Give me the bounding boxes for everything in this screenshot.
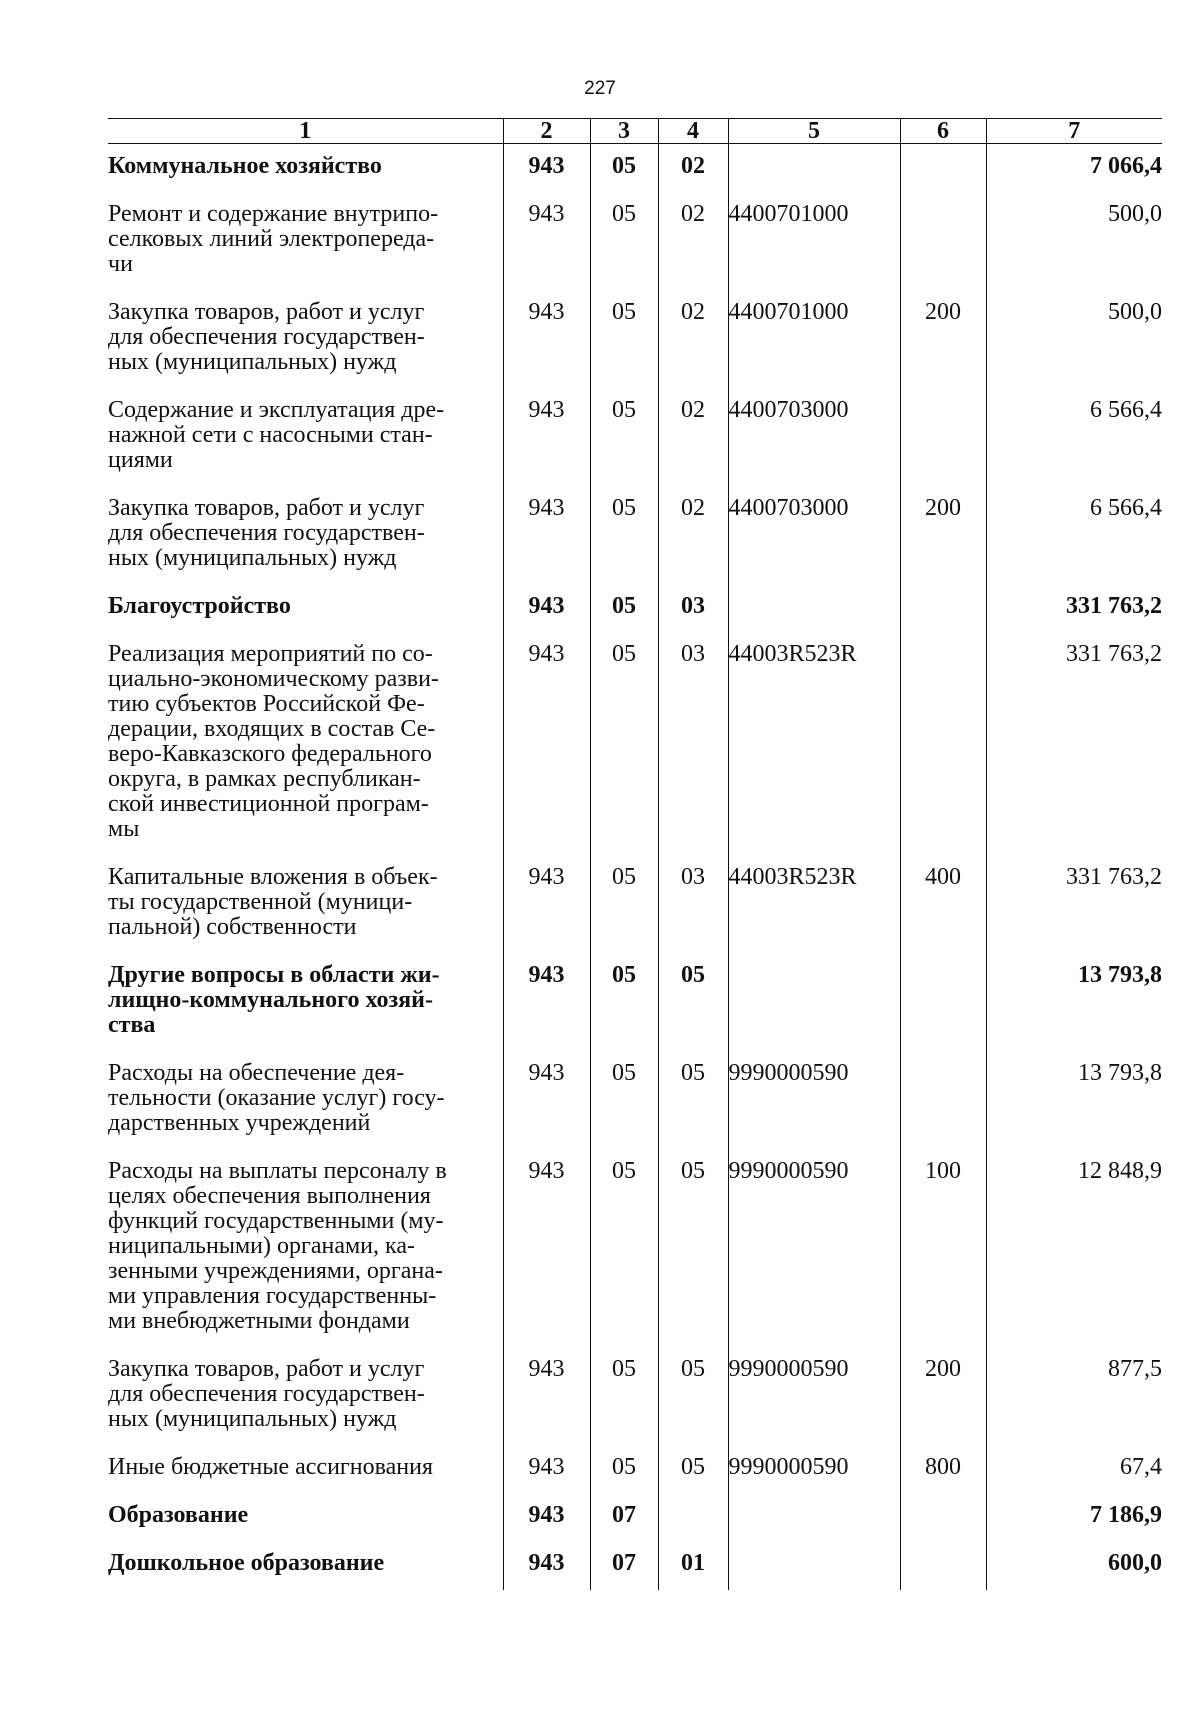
row-name-line: ных (муниципальных) нужд bbox=[108, 349, 397, 375]
target-article-code: 4400703000 bbox=[728, 487, 900, 585]
table-row bbox=[108, 193, 1162, 291]
amount: 877,5 bbox=[986, 1348, 1162, 1446]
table-row-section bbox=[108, 1494, 1162, 1542]
subsection-code: 05 bbox=[658, 1052, 728, 1150]
amount: 500,0 bbox=[986, 193, 1162, 291]
amount: 67,4 bbox=[986, 1446, 1162, 1494]
row-name bbox=[108, 954, 503, 1052]
row-name bbox=[108, 193, 503, 291]
target-article-code: 9990000590 bbox=[728, 1150, 900, 1348]
row-name-line: ниципальными) органами, ка- bbox=[108, 1233, 415, 1259]
table-row bbox=[108, 487, 1162, 585]
target-article-code bbox=[728, 144, 900, 194]
table-row bbox=[108, 856, 1162, 954]
target-article-code: 9990000590 bbox=[728, 1348, 900, 1446]
expense-type-code: 200 bbox=[900, 291, 986, 389]
row-name bbox=[108, 1150, 503, 1348]
row-name bbox=[108, 1446, 503, 1494]
header-col-3: 3 bbox=[590, 119, 658, 144]
row-name bbox=[108, 1494, 503, 1542]
chapter-code: 943 bbox=[503, 856, 590, 954]
amount: 12 848,9 bbox=[986, 1150, 1162, 1348]
chapter-code: 943 bbox=[503, 1446, 590, 1494]
row-name bbox=[108, 144, 503, 194]
section-code: 05 bbox=[590, 1446, 658, 1494]
table-row bbox=[108, 1446, 1162, 1494]
row-name-line: дарственных учреждений bbox=[108, 1110, 371, 1136]
subsection-code: 01 bbox=[658, 1542, 728, 1590]
chapter-code: 943 bbox=[503, 487, 590, 585]
expense-type-code bbox=[900, 389, 986, 487]
section-code: 05 bbox=[590, 487, 658, 585]
row-name bbox=[108, 1542, 503, 1590]
amount: 13 793,8 bbox=[986, 954, 1162, 1052]
row-name-line: Закупка товаров, работ и услуг bbox=[108, 299, 425, 325]
section-code: 05 bbox=[590, 389, 658, 487]
target-article-code: 9990000590 bbox=[728, 1446, 900, 1494]
section-code: 05 bbox=[590, 1052, 658, 1150]
row-name-line: ных (муниципальных) нужд bbox=[108, 545, 397, 571]
chapter-code: 943 bbox=[503, 193, 590, 291]
target-article-code bbox=[728, 1542, 900, 1590]
page-number: 227 bbox=[584, 78, 616, 99]
header-col-4: 4 bbox=[658, 119, 728, 144]
row-name-line: Капитальные вложения в объек- bbox=[108, 864, 438, 890]
table-row-section bbox=[108, 144, 1162, 194]
expense-type-code: 200 bbox=[900, 1348, 986, 1446]
subsection-code: 02 bbox=[658, 487, 728, 585]
row-name-line: целях обеспечения выполнения bbox=[108, 1183, 431, 1209]
chapter-code: 943 bbox=[503, 144, 590, 194]
amount: 500,0 bbox=[986, 291, 1162, 389]
table-header-row bbox=[108, 119, 1162, 144]
section-code: 05 bbox=[590, 193, 658, 291]
subsection-code: 05 bbox=[658, 1150, 728, 1348]
row-name-line: Коммунальное хозяйство bbox=[108, 153, 382, 179]
chapter-code: 943 bbox=[503, 291, 590, 389]
chapter-code: 943 bbox=[503, 633, 590, 856]
header-col-6: 6 bbox=[900, 119, 986, 144]
amount: 7 186,9 bbox=[986, 1494, 1162, 1542]
row-name-line: веро-Кавказского федерального bbox=[108, 741, 432, 767]
row-name-line: ми внебюджетными фондами bbox=[108, 1308, 410, 1334]
chapter-code: 943 bbox=[503, 1052, 590, 1150]
section-code: 05 bbox=[590, 144, 658, 194]
target-article-code: 4400701000 bbox=[728, 193, 900, 291]
subsection-code: 03 bbox=[658, 856, 728, 954]
subsection-code: 03 bbox=[658, 585, 728, 633]
chapter-code: 943 bbox=[503, 1494, 590, 1542]
row-name-line: Другие вопросы в области жи- bbox=[108, 962, 440, 988]
header-col-5: 5 bbox=[728, 119, 900, 144]
section-code: 05 bbox=[590, 1150, 658, 1348]
expense-type-code bbox=[900, 193, 986, 291]
row-name-line: Иные бюджетные ассигнования bbox=[108, 1454, 433, 1480]
subsection-code: 05 bbox=[658, 1446, 728, 1494]
amount: 331 763,2 bbox=[986, 633, 1162, 856]
row-name-line: зенными учреждениями, органа- bbox=[108, 1258, 443, 1284]
row-name-line: для обеспечения государствен- bbox=[108, 324, 425, 350]
section-code: 05 bbox=[590, 585, 658, 633]
chapter-code: 943 bbox=[503, 389, 590, 487]
chapter-code: 943 bbox=[503, 1348, 590, 1446]
amount: 331 763,2 bbox=[986, 856, 1162, 954]
row-name-line: Закупка товаров, работ и услуг bbox=[108, 495, 425, 521]
section-code: 05 bbox=[590, 1348, 658, 1446]
row-name bbox=[108, 487, 503, 585]
expense-type-code bbox=[900, 144, 986, 194]
row-name-line: дерации, входящих в состав Се- bbox=[108, 716, 436, 742]
row-name bbox=[108, 633, 503, 856]
row-name-line: тию субъектов Российской Фе- bbox=[108, 691, 425, 717]
row-name-line: чи bbox=[108, 251, 133, 277]
table-row bbox=[108, 1052, 1162, 1150]
expense-type-code: 200 bbox=[900, 487, 986, 585]
row-name-line: Благоустройство bbox=[108, 593, 291, 619]
table-row-section bbox=[108, 954, 1162, 1052]
amount: 600,0 bbox=[986, 1542, 1162, 1590]
amount: 6 566,4 bbox=[986, 389, 1162, 487]
amount: 331 763,2 bbox=[986, 585, 1162, 633]
row-name-line: Расходы на обеспечение дея- bbox=[108, 1060, 405, 1086]
header-col-2: 2 bbox=[503, 119, 590, 144]
row-name bbox=[108, 585, 503, 633]
expense-type-code bbox=[900, 1052, 986, 1150]
row-name-line: ми управления государственны- bbox=[108, 1283, 437, 1309]
subsection-code: 02 bbox=[658, 144, 728, 194]
target-article-code bbox=[728, 1494, 900, 1542]
table-row-section bbox=[108, 1542, 1162, 1590]
row-name-line: для обеспечения государствен- bbox=[108, 520, 425, 546]
row-name-line: циально-экономическому разви- bbox=[108, 666, 439, 692]
budget-table bbox=[108, 118, 1162, 1590]
section-code: 07 bbox=[590, 1542, 658, 1590]
table-row bbox=[108, 1150, 1162, 1348]
expense-type-code: 100 bbox=[900, 1150, 986, 1348]
expense-type-code bbox=[900, 1542, 986, 1590]
row-name-line: Закупка товаров, работ и услуг bbox=[108, 1356, 425, 1382]
target-article-code: 4400703000 bbox=[728, 389, 900, 487]
table-row bbox=[108, 633, 1162, 856]
expense-type-code bbox=[900, 1494, 986, 1542]
section-code: 05 bbox=[590, 954, 658, 1052]
row-name-line: Реализация мероприятий по со- bbox=[108, 641, 433, 667]
row-name-line: нажной сети с насосными стан- bbox=[108, 422, 433, 448]
target-article-code bbox=[728, 954, 900, 1052]
row-name-line: ской инвестиционной програм- bbox=[108, 791, 429, 817]
subsection-code: 02 bbox=[658, 291, 728, 389]
row-name bbox=[108, 291, 503, 389]
target-article-code: 9990000590 bbox=[728, 1052, 900, 1150]
row-name-line: циями bbox=[108, 447, 173, 473]
target-article-code: 44003R523R bbox=[728, 633, 900, 856]
amount: 6 566,4 bbox=[986, 487, 1162, 585]
row-name-line: функций государственными (му- bbox=[108, 1208, 444, 1234]
row-name-line: мы bbox=[108, 816, 140, 842]
row-name bbox=[108, 1348, 503, 1446]
row-name-line: селковых линий электропереда- bbox=[108, 226, 435, 252]
row-name-line: тельности (оказание услуг) госу- bbox=[108, 1085, 445, 1111]
amount: 13 793,8 bbox=[986, 1052, 1162, 1150]
table-row bbox=[108, 1348, 1162, 1446]
row-name-line: Расходы на выплаты персоналу в bbox=[108, 1158, 447, 1184]
row-name-line: Ремонт и содержание внутрипо- bbox=[108, 201, 439, 227]
subsection-code: 05 bbox=[658, 1348, 728, 1446]
chapter-code: 943 bbox=[503, 1150, 590, 1348]
section-code: 05 bbox=[590, 856, 658, 954]
row-name-line: пальной) собственности bbox=[108, 914, 357, 940]
table-body bbox=[108, 144, 1162, 1591]
subsection-code: 02 bbox=[658, 193, 728, 291]
section-code: 05 bbox=[590, 633, 658, 856]
target-article-code: 4400701000 bbox=[728, 291, 900, 389]
row-name-line: для обеспечения государствен- bbox=[108, 1381, 425, 1407]
row-name bbox=[108, 856, 503, 954]
table-row-section bbox=[108, 585, 1162, 633]
expense-type-code bbox=[900, 633, 986, 856]
amount: 7 066,4 bbox=[986, 144, 1162, 194]
table-row bbox=[108, 291, 1162, 389]
row-name-line: Содержание и эксплуатация дре- bbox=[108, 397, 445, 423]
subsection-code: 02 bbox=[658, 389, 728, 487]
row-name bbox=[108, 389, 503, 487]
subsection-code: 05 bbox=[658, 954, 728, 1052]
section-code: 07 bbox=[590, 1494, 658, 1542]
row-name-line: ных (муниципальных) нужд bbox=[108, 1406, 397, 1432]
chapter-code: 943 bbox=[503, 954, 590, 1052]
row-name bbox=[108, 1052, 503, 1150]
expense-type-code: 800 bbox=[900, 1446, 986, 1494]
target-article-code: 44003R523R bbox=[728, 856, 900, 954]
expense-type-code: 400 bbox=[900, 856, 986, 954]
expense-type-code bbox=[900, 954, 986, 1052]
header-col-1: 1 bbox=[108, 119, 503, 144]
target-article-code bbox=[728, 585, 900, 633]
row-name-line: ты государственной (муници- bbox=[108, 889, 413, 915]
row-name-line: Дошкольное образование bbox=[108, 1550, 385, 1576]
subsection-code: 03 bbox=[658, 633, 728, 856]
row-name-line: лищно-коммунального хозяй- bbox=[108, 987, 433, 1013]
row-name-line: Образование bbox=[108, 1502, 249, 1528]
table-row bbox=[108, 389, 1162, 487]
header-col-7: 7 bbox=[986, 119, 1162, 144]
subsection-code bbox=[658, 1494, 728, 1542]
section-code: 05 bbox=[590, 291, 658, 389]
expense-type-code bbox=[900, 585, 986, 633]
row-name-line: округа, в рамках республикан- bbox=[108, 766, 421, 792]
chapter-code: 943 bbox=[503, 1542, 590, 1590]
chapter-code: 943 bbox=[503, 585, 590, 633]
row-name-line: ства bbox=[108, 1012, 156, 1038]
